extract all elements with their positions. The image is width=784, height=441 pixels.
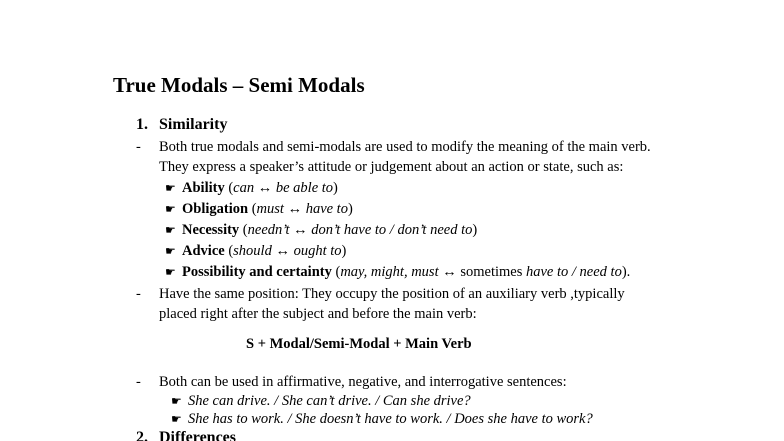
example-sentence: ☛ She has to work. / She doesn’t have to work. / Does she have to work?: [171, 411, 593, 427]
item-term: Advice: [182, 243, 225, 259]
pointing-hand-icon: ☛: [171, 412, 182, 426]
section-heading-differences: [136, 429, 236, 441]
paragraph-line: Both can be used in affirmative, negative, and interrogative sentences:: [159, 374, 567, 390]
dash-marker: -: [136, 139, 141, 155]
list-item-necessity: ☛ Necessity (needn’t ↔ don’t have to / don’t need to): [165, 222, 478, 238]
section-number: 2.: [136, 429, 148, 441]
section-number: 1.: [136, 116, 148, 133]
item-term: Necessity: [182, 222, 240, 238]
section-title: Similarity: [159, 116, 228, 133]
structure-formula: S + Modal/Semi-Modal + Main Verb: [246, 336, 472, 352]
section-heading-similarity: [136, 116, 227, 134]
dash-marker: -: [136, 286, 141, 302]
list-item-ability: ☛ Ability (can ↔ be able to): [165, 180, 338, 196]
paragraph-line: They express a speaker’s attitude or judgement about an action or state, such as:: [159, 159, 624, 175]
item-example: have to / need to: [526, 264, 622, 280]
dash-marker: -: [136, 374, 141, 390]
item-example: must ↔ have to: [256, 201, 348, 217]
pointing-hand-icon: ☛: [165, 202, 176, 216]
item-term: Obligation: [182, 201, 249, 217]
item-example: should ↔ ought to: [233, 243, 342, 259]
item-example: can ↔ be able to: [233, 180, 334, 196]
example-sentence: ☛ She can drive. / She can’t drive. / Can she drive?: [171, 393, 471, 409]
list-item-possibility: ☛ Possibility and certainty (may, might, must ↔ sometimes have to / need to).: [165, 264, 631, 280]
pointing-hand-icon: ☛: [165, 181, 176, 195]
list-item-obligation: ☛ Obligation (must ↔ have to): [165, 201, 353, 217]
list-item-advice: ☛ Advice (should ↔ ought to): [165, 243, 347, 259]
item-term: Possibility and certainty: [182, 264, 332, 280]
paragraph-line: Have the same position: They occupy the position of an auxiliary verb ,typically: [159, 286, 625, 302]
paragraph-line: Both true modals and semi-modals are used to modify the meaning of the main verb.: [159, 139, 651, 155]
pointing-hand-icon: ☛: [165, 244, 176, 258]
item-term: Ability: [182, 180, 225, 196]
pointing-hand-icon: ☛: [165, 265, 176, 279]
item-example: needn’t ↔ don’t have to / don’t need to: [247, 222, 473, 238]
paragraph-line: placed right after the subject and before the main verb:: [159, 306, 477, 322]
section-title: Differences: [159, 429, 236, 441]
page-title: True Modals – Semi Modals: [113, 73, 365, 97]
pointing-hand-icon: ☛: [171, 394, 182, 408]
item-example: may, might, must: [340, 264, 439, 280]
pointing-hand-icon: ☛: [165, 223, 176, 237]
